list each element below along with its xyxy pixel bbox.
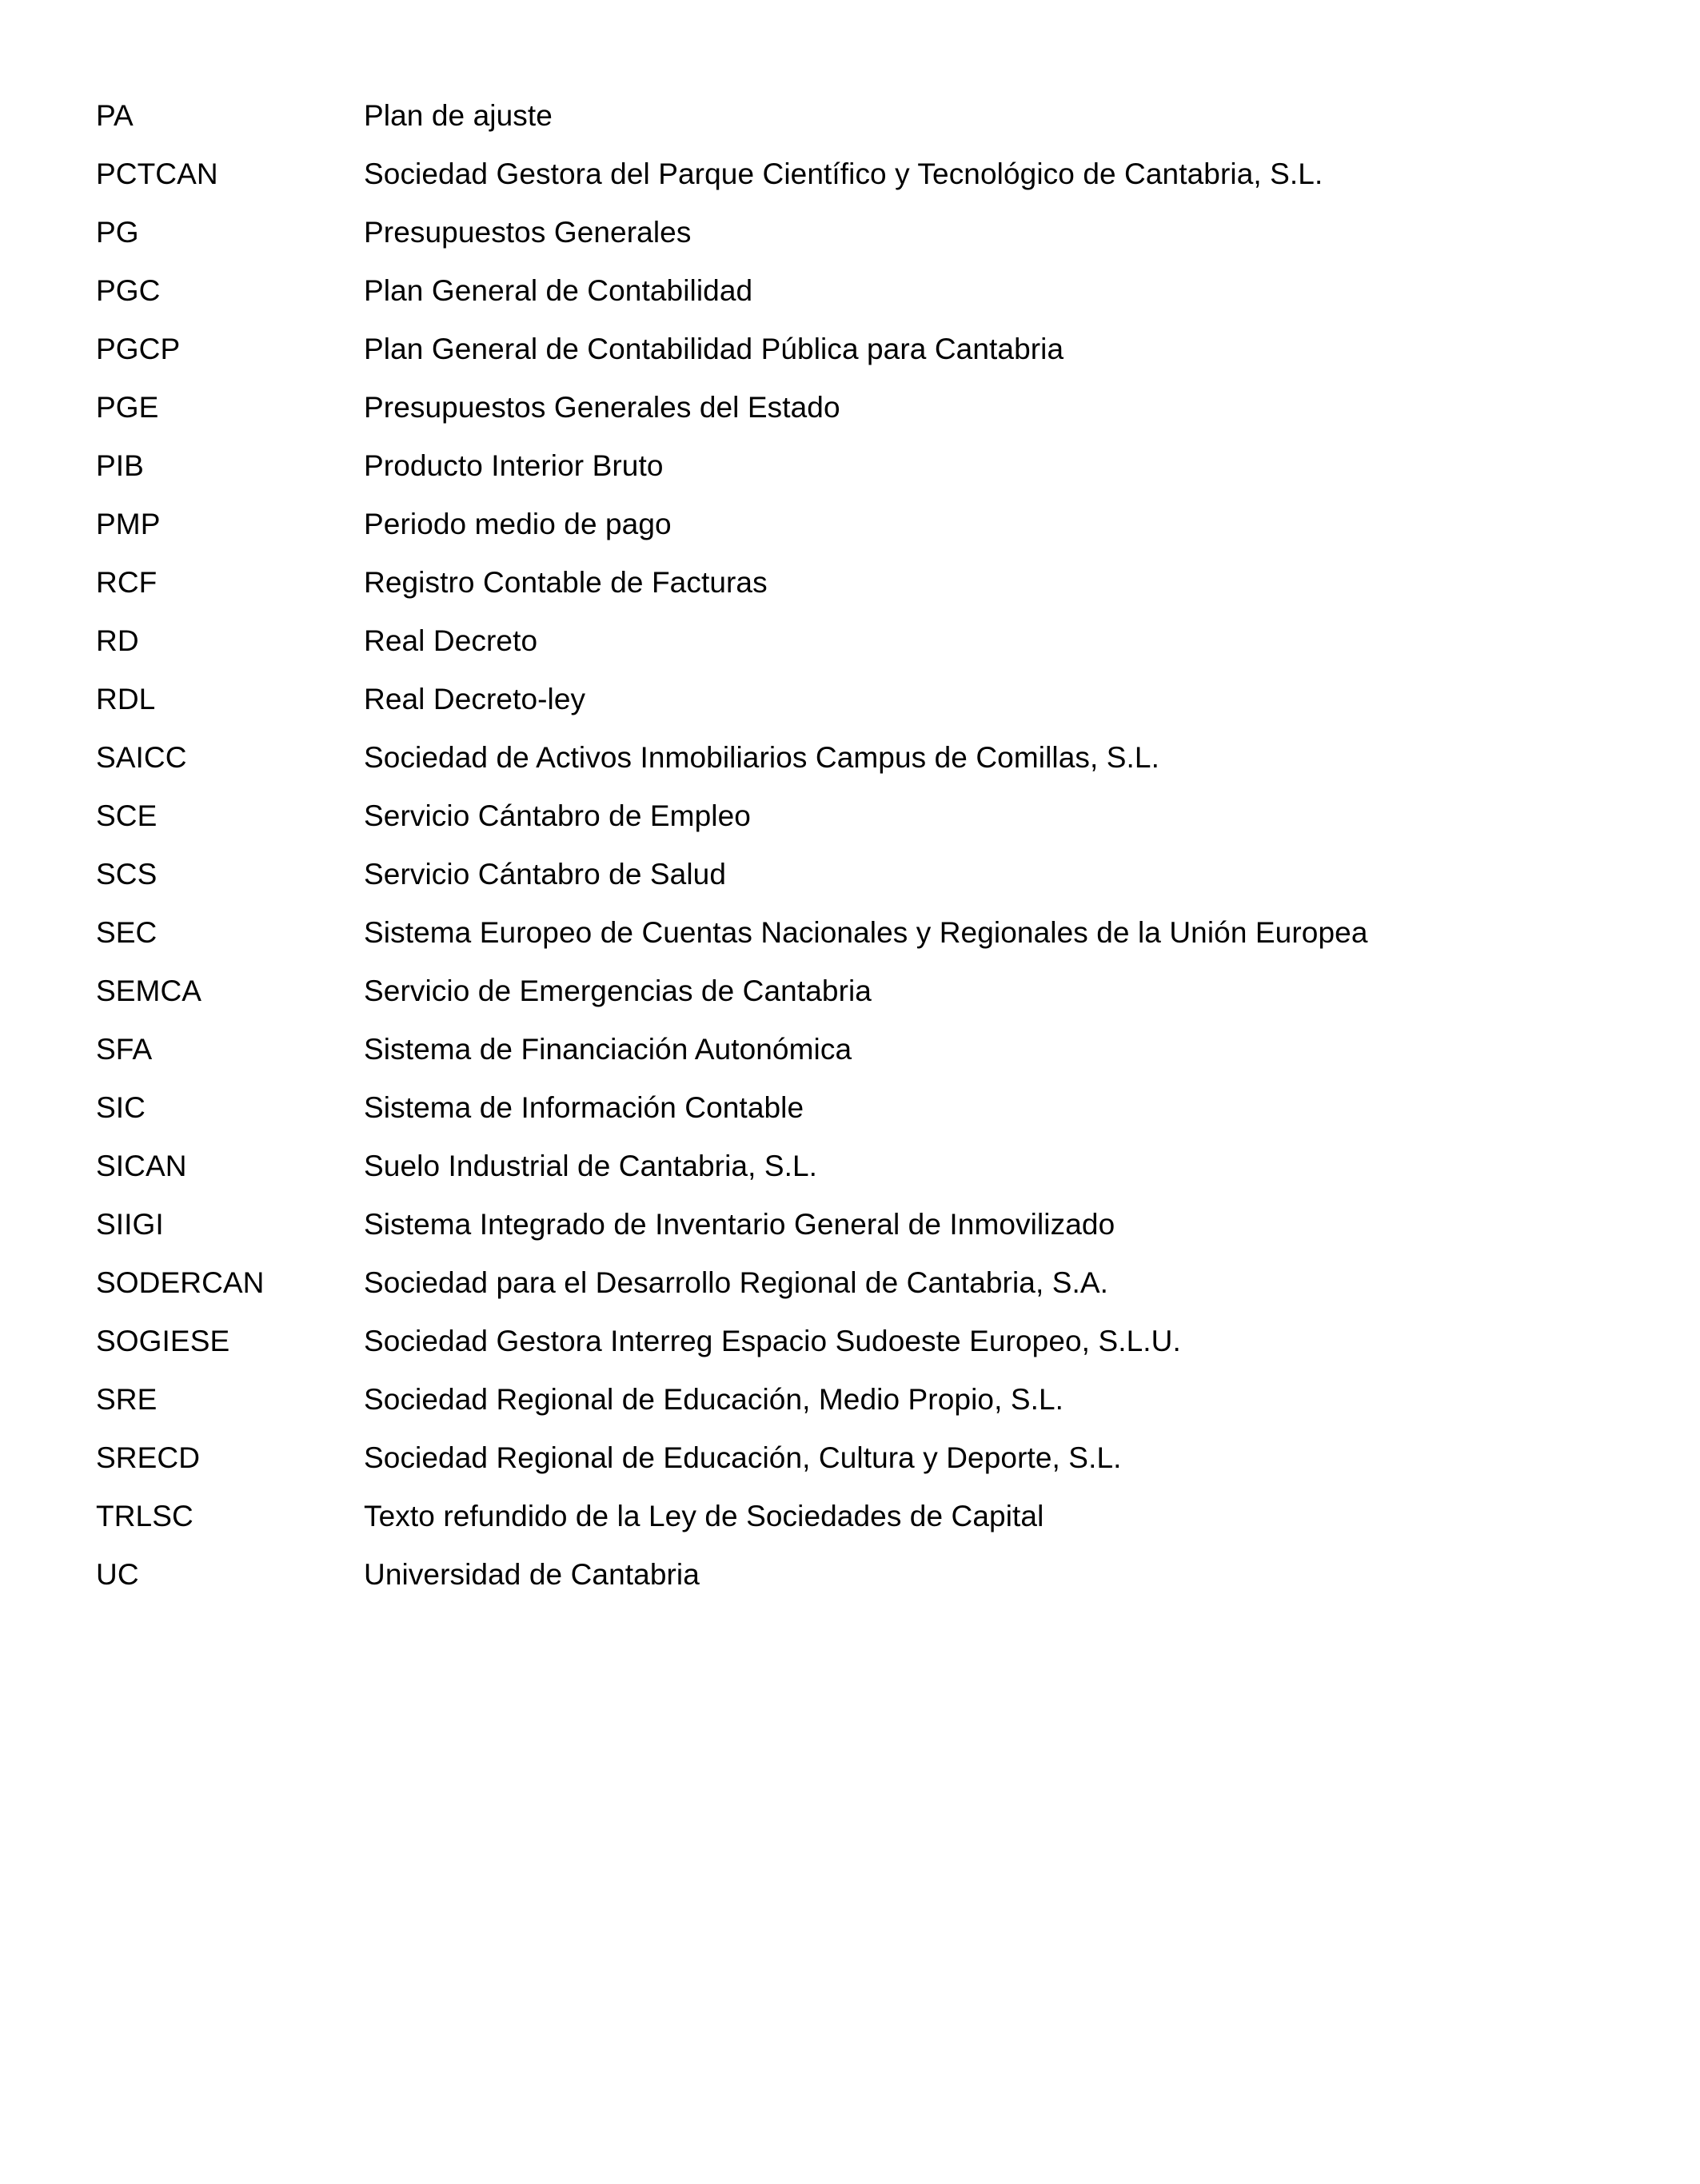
glossary-abbreviation: SIIGI bbox=[96, 1208, 164, 1241]
glossary-row bbox=[96, 1020, 1604, 1078]
glossary-row bbox=[96, 670, 1604, 728]
glossary-definition: Sistema de Información Contable bbox=[364, 1091, 804, 1124]
glossary-row bbox=[96, 1312, 1604, 1370]
glossary-row bbox=[96, 436, 1604, 495]
glossary-definition: Periodo medio de pago bbox=[364, 508, 672, 540]
glossary-definition: Sistema Integrado de Inventario General de Inmovilizado bbox=[364, 1208, 1115, 1241]
glossary-abbreviation: TRLSC bbox=[96, 1500, 194, 1532]
glossary-row bbox=[96, 1137, 1604, 1195]
glossary-definition: Sociedad Gestora del Parque Científico y Tecnológico de Cantabria, S.L. bbox=[364, 157, 1323, 190]
glossary-abbreviation: PGCP bbox=[96, 333, 181, 365]
glossary-abbreviation: SRECD bbox=[96, 1441, 201, 1474]
glossary-abbreviation: SIC bbox=[96, 1091, 146, 1124]
glossary-definition: Sistema Europeo de Cuentas Nacionales y Regionales de la Unión Europea bbox=[364, 916, 1368, 949]
glossary-row bbox=[96, 845, 1604, 903]
glossary-definition: Suelo Industrial de Cantabria, S.L. bbox=[364, 1150, 818, 1182]
glossary-row bbox=[96, 903, 1604, 962]
glossary-row bbox=[96, 1545, 1604, 1604]
glossary-row bbox=[96, 203, 1604, 261]
glossary-definition: Plan General de Contabilidad Pública para Cantabria bbox=[364, 333, 1064, 365]
glossary-row bbox=[96, 962, 1604, 1020]
glossary-definition: Real Decreto-ley bbox=[364, 683, 586, 715]
glossary-definition: Presupuestos Generales del Estado bbox=[364, 391, 840, 424]
glossary-definition: Servicio Cántabro de Empleo bbox=[364, 799, 751, 832]
glossary-definition: Plan de ajuste bbox=[364, 99, 553, 132]
glossary-definition: Universidad de Cantabria bbox=[364, 1558, 700, 1591]
glossary-row bbox=[96, 1487, 1604, 1545]
glossary-abbreviation: PGC bbox=[96, 274, 161, 307]
glossary-definition: Sociedad de Activos Inmobiliarios Campus de Comillas, S.L. bbox=[364, 741, 1159, 774]
glossary-definition: Sociedad Regional de Educación, Cultura y Deporte, S.L. bbox=[364, 1441, 1122, 1474]
glossary-row bbox=[96, 1195, 1604, 1253]
glossary-abbreviation: SICAN bbox=[96, 1150, 187, 1182]
glossary-row bbox=[96, 1370, 1604, 1429]
glossary-abbreviation: SEMCA bbox=[96, 974, 202, 1007]
glossary-row bbox=[96, 612, 1604, 670]
glossary-abbreviation: SRE bbox=[96, 1383, 158, 1416]
glossary-row bbox=[96, 378, 1604, 436]
glossary-abbreviation: PA bbox=[96, 99, 134, 132]
glossary-list bbox=[96, 86, 1604, 1604]
glossary-abbreviation: RCF bbox=[96, 566, 158, 599]
glossary-definition: Producto Interior Bruto bbox=[364, 449, 664, 482]
glossary-definition: Sociedad Regional de Educación, Medio Propio, S.L. bbox=[364, 1383, 1064, 1416]
glossary-abbreviation: SODERCAN bbox=[96, 1266, 265, 1299]
glossary-abbreviation: SAICC bbox=[96, 741, 187, 774]
glossary-row bbox=[96, 86, 1604, 145]
glossary-abbreviation: SFA bbox=[96, 1033, 153, 1066]
glossary-definition: Sistema de Financiación Autonómica bbox=[364, 1033, 852, 1066]
glossary-definition: Texto refundido de la Ley de Sociedades de Capital bbox=[364, 1500, 1044, 1532]
glossary-row bbox=[96, 320, 1604, 378]
glossary-definition: Sociedad para el Desarrollo Regional de Cantabria, S.A. bbox=[364, 1266, 1109, 1299]
glossary-abbreviation: PCTCAN bbox=[96, 157, 218, 190]
glossary-row bbox=[96, 495, 1604, 553]
glossary-row bbox=[96, 728, 1604, 787]
glossary-definition: Registro Contable de Facturas bbox=[364, 566, 768, 599]
glossary-abbreviation: PGE bbox=[96, 391, 159, 424]
glossary-row bbox=[96, 145, 1604, 203]
glossary-row bbox=[96, 787, 1604, 845]
glossary-abbreviation: RD bbox=[96, 624, 139, 657]
glossary-definition: Plan General de Contabilidad bbox=[364, 274, 753, 307]
glossary-definition: Real Decreto bbox=[364, 624, 538, 657]
glossary-abbreviation: UC bbox=[96, 1558, 139, 1591]
glossary-abbreviation: PMP bbox=[96, 508, 161, 540]
glossary-row bbox=[96, 1253, 1604, 1312]
glossary-abbreviation: SEC bbox=[96, 916, 158, 949]
glossary-row bbox=[96, 1078, 1604, 1137]
glossary-definition: Sociedad Gestora Interreg Espacio Sudoeste Europeo, S.L.U. bbox=[364, 1325, 1181, 1357]
glossary-row bbox=[96, 1429, 1604, 1487]
glossary-abbreviation: PIB bbox=[96, 449, 144, 482]
glossary-definition: Presupuestos Generales bbox=[364, 216, 692, 249]
glossary-row bbox=[96, 553, 1604, 612]
glossary-definition: Servicio Cántabro de Salud bbox=[364, 858, 727, 891]
glossary-abbreviation: PG bbox=[96, 216, 139, 249]
glossary-abbreviation: SCE bbox=[96, 799, 158, 832]
glossary-abbreviation: SOGIESE bbox=[96, 1325, 230, 1357]
glossary-abbreviation: RDL bbox=[96, 683, 156, 715]
glossary-row bbox=[96, 261, 1604, 320]
glossary-definition: Servicio de Emergencias de Cantabria bbox=[364, 974, 872, 1007]
glossary-abbreviation: SCS bbox=[96, 858, 158, 891]
